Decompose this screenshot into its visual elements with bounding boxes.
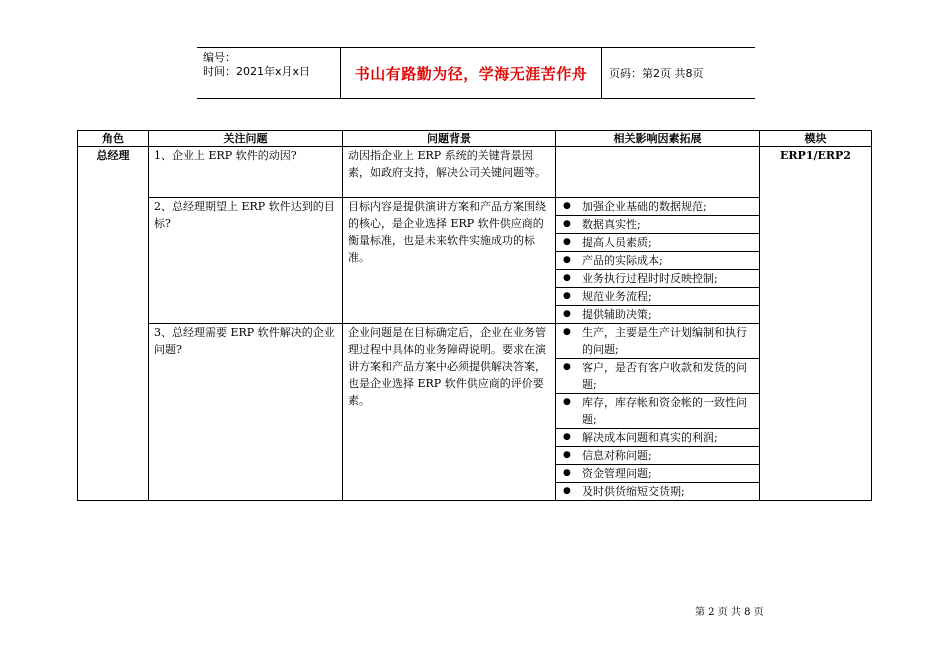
background-cell: 企业问题是在目标确定后，企业在业务管理过程中具体的业务障碍说明。要求在演讲方案和产品方案中必须提供解决答案，也是企业选择 ERP 软件供应商的评价要素。 — [343, 324, 556, 501]
bullet-icon: ● — [563, 309, 571, 319]
module-cell: ERP1/ERP2 — [760, 147, 872, 501]
bullet-icon: ● — [563, 486, 571, 496]
list-item: ● 加强企业基础的数据规范; — [556, 198, 759, 216]
list-item: ● 及时供货缩短交货期; — [563, 485, 685, 498]
header-motto: 书山有路勤为径，学海无涯苦作舟 — [340, 48, 602, 98]
list-item: ● 解决成本问题和真实的利润; — [556, 429, 759, 447]
list-item: ● 数据真实性; — [556, 216, 759, 234]
col-header-question: 关注问题 — [149, 131, 343, 147]
bullet-icon: ● — [563, 397, 571, 407]
list-item: ● 客户，是否有客户收款和发货的问题; — [556, 359, 759, 394]
table-header-row — [78, 131, 872, 147]
list-item: ● 产品的实际成本; — [556, 252, 759, 270]
col-header-module: 模块 — [760, 131, 872, 147]
number-label: 编号： — [203, 51, 236, 64]
bullet-icon: ● — [563, 450, 571, 460]
bullet-icon: ● — [563, 273, 571, 283]
header-meta — [197, 48, 340, 98]
col-header-background: 问题背景 — [343, 131, 556, 147]
col-header-role: 角色 — [78, 131, 149, 147]
list-item: ● 业务执行过程时时反映控制; — [556, 270, 759, 288]
header-page-label: 页码：第2页 共8页 — [609, 67, 704, 80]
table-row — [78, 198, 872, 324]
table-row — [78, 324, 872, 501]
erp-question-table — [77, 130, 872, 501]
page-header — [197, 47, 755, 99]
factors-list — [561, 198, 754, 323]
question-cell: 3、总经理需要 ERP 软件解决的企业问题? — [149, 324, 343, 501]
list-item: ● 信息对称问题; — [556, 447, 759, 465]
page-footer: 第 2 页 共 8 页 — [695, 607, 764, 618]
factors-cell — [556, 324, 760, 501]
factors-cell — [556, 198, 760, 324]
table-row — [78, 147, 872, 198]
list-item: ● 规范业务流程; — [556, 288, 759, 306]
question-cell: 1、企业上 ERP 软件的动因? — [149, 147, 343, 198]
bullet-icon: ● — [563, 291, 571, 301]
background-cell: 目标内容是提供演讲方案和产品方案围绕的核心，是企业选择 ERP 软件供应商的衡量标准，也是未来软件实施成功的标准。 — [343, 198, 556, 324]
date-label: 时间：2021年x月x日 — [203, 65, 311, 78]
question-cell: 2、总经理期望上 ERP 软件达到的目标? — [149, 198, 343, 324]
background-cell: 动因指企业上 ERP 系统的关键背景因素，如政府支持，解决公司关键问题等。 — [343, 147, 556, 198]
bullet-icon: ● — [563, 327, 571, 337]
list-item: ● 提高人员素质; — [556, 234, 759, 252]
bullet-icon: ● — [563, 255, 571, 265]
list-item: ● 库存，库存帐和资金帐的一致性问题; — [556, 394, 759, 429]
col-header-factors: 相关影响因素拓展 — [556, 131, 760, 147]
bullet-icon: ● — [563, 201, 571, 211]
bullet-icon: ● — [563, 237, 571, 247]
bullet-icon: ● — [563, 432, 571, 442]
bullet-icon: ● — [563, 219, 571, 229]
list-item: ● 资金管理问题; — [556, 465, 759, 483]
factors-cell — [556, 147, 760, 198]
list-item: ● 提供辅助决策; — [563, 308, 652, 321]
bullet-icon: ● — [563, 362, 571, 372]
factors-list — [561, 324, 754, 500]
bullet-icon: ● — [563, 468, 571, 478]
role-cell: 总经理 — [78, 147, 149, 501]
list-item: ● 生产，主要是生产计划编制和执行的问题; — [556, 324, 759, 359]
